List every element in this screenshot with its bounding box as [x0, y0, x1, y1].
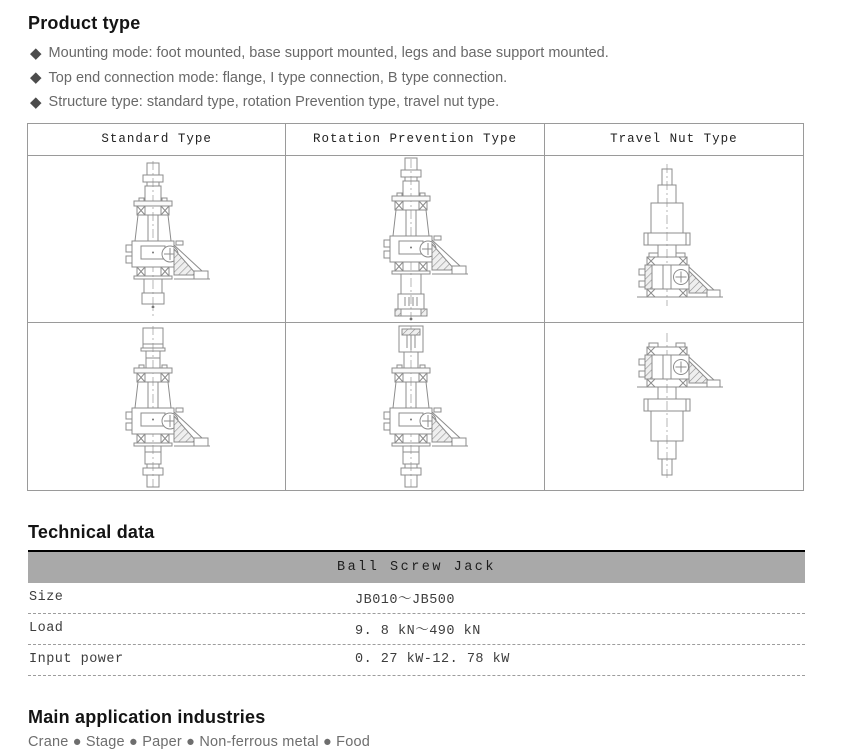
technical-data-section [0, 522, 851, 676]
tech-row-value: 9. 8 kN～490 kN [355, 624, 481, 639]
bullet-text: Mounting mode: foot mounted, base support mounted, legs and base support mounted. [48, 45, 609, 62]
applications-heading: Main application industries [28, 706, 266, 727]
cell-rotation-prevention-screw-down [286, 323, 544, 490]
tech-table-header-ball-screw-jack: Ball Screw Jack [28, 552, 805, 583]
jack-drawing-travel-nut-screw-down [545, 323, 802, 489]
applications-section [0, 707, 851, 750]
column-header-travel-nut-type: Travel Nut Type [545, 124, 803, 156]
product-type-table-header [28, 124, 803, 156]
bullet-text: Top end connection mode: flange, I type connection, B type connection. [48, 69, 508, 86]
cell-standard-type-screw-down [28, 323, 286, 490]
cell-travel-nut-screw-down [545, 323, 803, 490]
cell-travel-nut-screw-up [545, 156, 803, 323]
column-header-rotation-prevention-type: Rotation Prevention Type [286, 124, 544, 156]
product-type-table [27, 123, 804, 491]
tech-row-load [28, 614, 805, 645]
diamond-bullet-icon: ◆ [30, 44, 42, 62]
tech-row-value: JB010～JB500 [355, 593, 456, 608]
diamond-bullet-icon: ◆ [30, 69, 42, 87]
bullet-text: Structure type: standard type, rotation Prevention type, travel nut type. [48, 94, 500, 111]
bullet-top-end-connection [30, 66, 851, 91]
tech-row-size [28, 583, 805, 614]
jack-drawing-standard-screw-up [28, 156, 285, 322]
column-header-standard-type: Standard Type [28, 124, 286, 156]
product-type-heading: Product type [28, 13, 141, 33]
technical-data-heading: Technical data [28, 521, 155, 542]
tech-row-input-power [28, 645, 805, 676]
jack-drawing-standard-screw-down [28, 323, 285, 489]
bullet-mounting-mode [30, 41, 851, 66]
tech-row-label: Load [29, 621, 64, 636]
drawings-row-1 [28, 156, 803, 323]
bullet-structure-type [30, 90, 851, 115]
industries-list: Crane ● Stage ● Paper ● Non-ferrous metal ● Food [28, 733, 371, 750]
technical-data-table [28, 550, 805, 676]
jack-drawing-travel-nut-screw-up [545, 156, 802, 322]
jack-drawing-rotation-prevention-screw-down [286, 323, 543, 489]
cell-rotation-prevention-screw-up [286, 156, 544, 323]
product-type-bullets [30, 41, 851, 115]
jack-drawing-rotation-prevention-screw-up [286, 156, 543, 322]
diamond-bullet-icon: ◆ [30, 93, 42, 111]
drawings-row-2 [28, 323, 803, 490]
tech-row-label: Input power [29, 652, 124, 667]
tech-row-label: Size [29, 590, 64, 605]
cell-standard-type-screw-up [28, 156, 286, 323]
tech-row-value: 0. 27 kW-12. 78 kW [355, 652, 510, 667]
